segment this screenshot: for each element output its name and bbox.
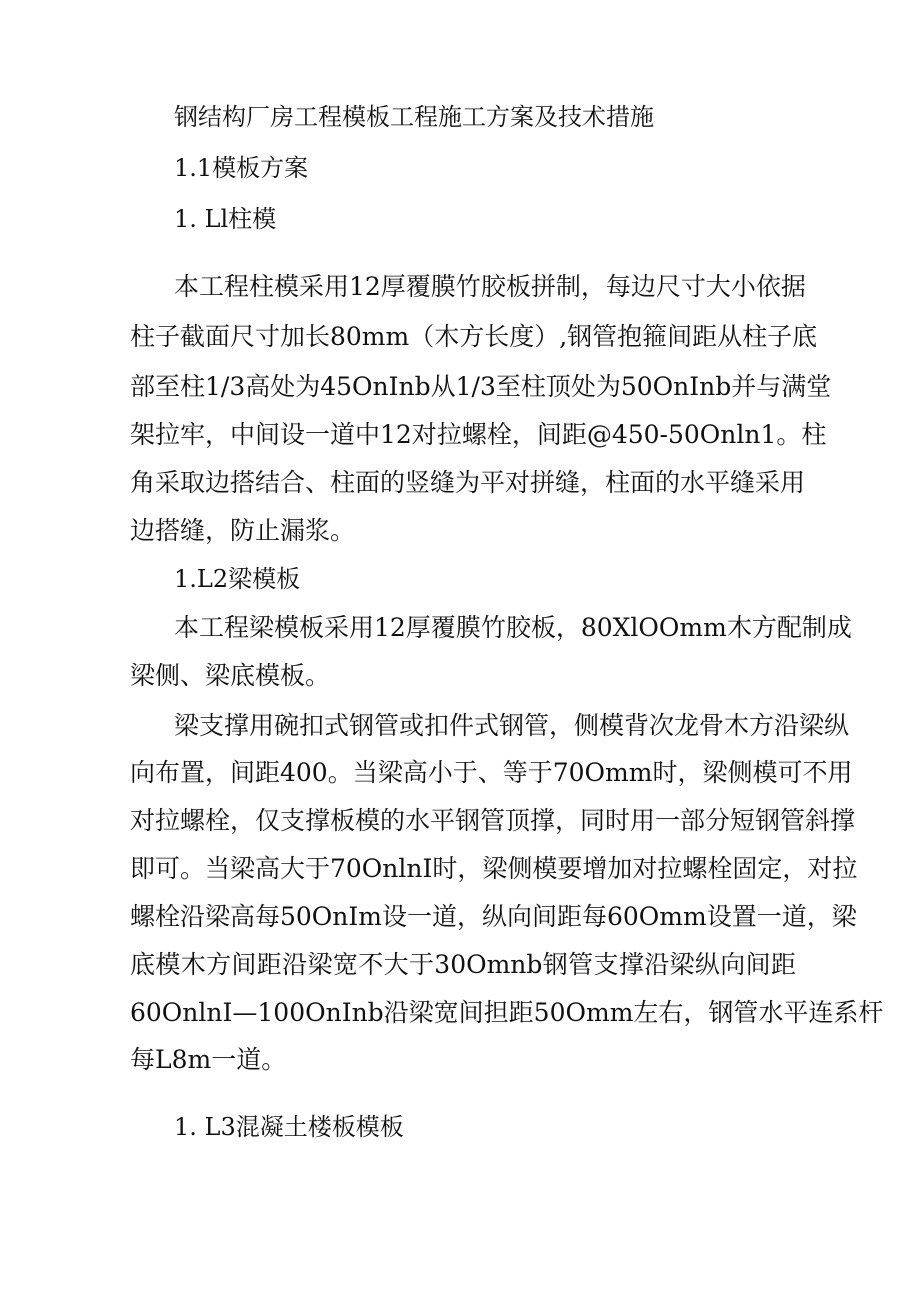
document-title: 钢结构厂房工程模板工程施工方案及技术措施 (174, 103, 654, 131)
section-heading-1-1: 1.1模板方案 (174, 154, 309, 182)
paragraph-line: 向布置，间距400。当梁高小于、等于70Omm时，梁侧模可不用 (130, 758, 853, 787)
paragraph-line: 架拉牢，中间设一道中12对拉螺栓，间距@450-50Onln1。柱 (130, 420, 827, 449)
paragraph-line: 本工程梁模板采用12厚覆膜竹胶板，80XlOOmm木方配制成 (174, 613, 852, 642)
paragraph-line: 对拉螺栓，仅支撑板模的水平钢管顶撑，同时用一部分短钢管斜撑 (130, 806, 856, 835)
section-heading-1-1-1: 1. Ll柱模 (174, 205, 277, 233)
section-heading-1-1-3: 1. L3混凝土楼板模板 (174, 1113, 404, 1141)
paragraph-line: 即可。当梁高大于70OnlnI时，梁侧模要增加对拉螺栓固定，对拉 (130, 854, 858, 883)
paragraph-line: 螺栓沿梁高每50OnIm设一道，纵向间距每60Omm设置一道，梁 (130, 902, 857, 931)
paragraph-line: 梁侧、梁底模板。 (130, 661, 331, 690)
paragraph-line: 梁支撑用碗扣式钢管或扣件式钢管，侧模背次龙骨木方沿梁纵 (174, 711, 850, 740)
paragraph-line: 部至柱1/3高处为45OnInb从1/3至柱顶处为50OnInb并与满堂 (130, 372, 832, 401)
paragraph-line: 底模木方间距沿梁宽不大于30Omnb钢管支撑沿梁纵向间距 (130, 950, 796, 979)
paragraph-line: 60OnlnI—100OnInb沿梁宽间担距50Omm左右，钢管水平连系杆 (130, 998, 884, 1027)
paragraph-line: 每L8m一道。 (130, 1045, 287, 1074)
section-heading-1-1-2: 1.L2梁模板 (174, 565, 301, 593)
paragraph-line: 角采取边搭结合、柱面的竖缝为平对拼缝，柱面的水平缝采用 (130, 468, 806, 497)
paragraph-line: 本工程柱模采用12厚覆膜竹胶板拼制，每边尺寸大小依据 (174, 272, 806, 301)
paragraph-line: 边搭缝，防止漏浆。 (130, 516, 356, 545)
paragraph-line: 柱子截面尺寸加长80mm（木方长度）,钢管抱箍间距从柱子底 (130, 322, 818, 351)
